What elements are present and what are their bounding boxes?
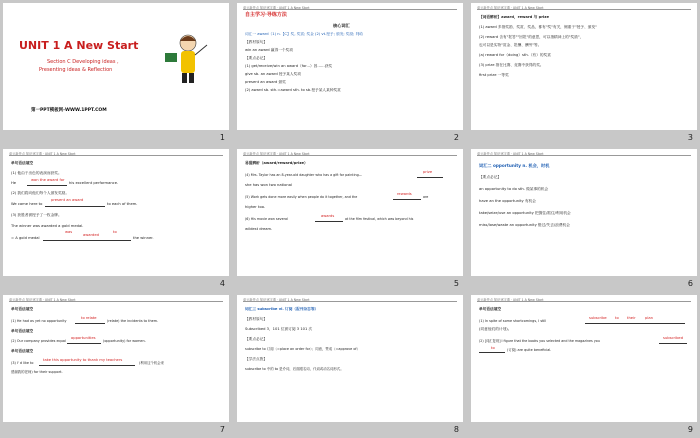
- answer-text: was: [65, 230, 73, 234]
- text-line: (利用这个机会来: [139, 361, 165, 365]
- vocab-definition: 词汇一 award（1) n.【C】奖, 奖赏; 奖金 (2) vt.授予; 颁发; 奖励; 判给: [245, 32, 363, 36]
- fill-blank[interactable]: [67, 343, 101, 344]
- slide-header: 单元新考点 知识逐字通 · UNIT 1 A New Start: [243, 298, 310, 302]
- slide-thumb-9[interactable]: [471, 295, 697, 435]
- answer-text: to relate: [81, 316, 97, 320]
- answer-text: prize: [423, 170, 433, 174]
- header-divider: [477, 301, 691, 302]
- brand-footer: 第一PPT模板网-WWW.1PPT.COM: [31, 108, 107, 113]
- header-divider: [9, 155, 223, 156]
- slide-thumb-2[interactable]: [237, 3, 463, 143]
- answer-text: rewards: [397, 192, 412, 196]
- answer-text: opportunities: [71, 336, 96, 340]
- slide-thumb-8[interactable]: [237, 295, 463, 435]
- text-line: (2) 我们将向他们每个人颁发奖励。: [11, 191, 70, 195]
- text-line: to each of them.: [107, 202, 138, 206]
- text-line: take/seize/use an opportunity 把握住/抓住/利用机会: [479, 211, 571, 215]
- slide-number: 9: [687, 425, 693, 434]
- text-line: The winner was awarded a gold medal.: [11, 224, 84, 228]
- text-line: subscribe to 中的 to 是介词，后面跟名词、代词或动名词形式。: [245, 367, 344, 371]
- fill-blank[interactable]: [659, 343, 687, 344]
- header-divider: [243, 301, 457, 302]
- text-line: 感谢我的老师) for their support.: [11, 370, 63, 374]
- text-line: 【教材原句】: [245, 317, 268, 321]
- teacher-illustration-icon: [163, 31, 213, 86]
- header-divider: [243, 155, 457, 156]
- fill-blank[interactable]: [43, 240, 131, 241]
- text-line: higher too.: [245, 205, 266, 209]
- slide-thumb-5[interactable]: [237, 149, 463, 289]
- slide-thumb-1[interactable]: [3, 3, 229, 143]
- text-line: He: [11, 181, 17, 185]
- text-line: miss/lose/waste an opportunity 错过/失去/浪费机会: [479, 223, 570, 227]
- slide-thumb-7[interactable]: [3, 295, 229, 435]
- slide-subtitle-line1: Section C Developing ideas ,: [47, 59, 119, 65]
- text-line: (a) reward for（doing）sth.（有）的奖赏: [479, 53, 551, 57]
- slide-header: 单元新考点 知识逐字通 · UNIT 1 A New Start: [243, 6, 310, 10]
- text-line: 易混辨析（award/reward/prize）: [245, 161, 308, 165]
- slide-1[interactable]: [3, 3, 229, 130]
- header-divider: [477, 9, 691, 10]
- slide-number: 5: [453, 279, 459, 288]
- fill-blank[interactable]: [315, 221, 343, 222]
- text-line: 【词语辨析】award，reward 与 prize: [479, 15, 549, 19]
- text-line: 【学法点拨】: [245, 357, 268, 361]
- slide-8[interactable]: [237, 295, 463, 422]
- text-line: at the film festival, which was beyond his: [345, 217, 414, 221]
- text-line: win an award 赢得一个奖项: [245, 48, 293, 52]
- slide-number: 1: [219, 133, 225, 142]
- text-line: (3) I' d like to: [11, 361, 34, 365]
- text-line: (2) award sb. sth.=award sth. to sb.授予某人某种奖赏: [245, 88, 341, 92]
- header-divider: [243, 9, 457, 10]
- text-line: (3) prize 指在比赛、竞赛中获得的奖。: [479, 63, 544, 67]
- text-line: (1) In spite of some shortcomings, I still: [479, 319, 547, 323]
- text-line: 也可以是实物"赏金、报酬、酬劳"等。: [479, 43, 542, 47]
- vocab-definition: 词汇三 subscribe vi. 订阅（报刊杂志等）: [245, 307, 319, 311]
- text-line: his excellent performance.: [69, 181, 119, 185]
- text-line: 【要点必记】: [479, 175, 502, 179]
- text-line: 单句语法填空: [11, 307, 34, 311]
- slide-header: 单元新考点 知识逐字通 · UNIT 1 A New Start: [477, 152, 544, 156]
- slide-6[interactable]: [471, 149, 697, 276]
- text-line: (2) Our company provides equal: [11, 339, 66, 343]
- answer-text: take this opportunity to thank my teachers: [43, 358, 123, 362]
- fill-blank[interactable]: [45, 206, 105, 207]
- vocab-definition: 词汇二 opportunity n. 机会，时机: [479, 163, 550, 168]
- slide-header: 单元新考点 知识逐字通 · UNIT 1 A New Start: [9, 152, 76, 156]
- fill-blank[interactable]: [585, 323, 685, 324]
- slide-number: 2: [453, 133, 459, 142]
- slide-number: 8: [453, 425, 459, 434]
- text-line: 单句语法填空: [11, 349, 34, 353]
- text-line: give sb. an award 授予某人奖项: [245, 72, 301, 76]
- text-line: Subscribed 3，101 位被订阅 3 101 次: [245, 327, 313, 331]
- fill-blank[interactable]: [479, 352, 505, 353]
- answer-text: present an award: [51, 198, 84, 202]
- text-line: (1) 他由于出色的表演而获奖。: [11, 171, 62, 175]
- text-line: 【要点必记】: [245, 56, 268, 60]
- header-divider: [9, 301, 223, 302]
- slide-title: UNIT 1 A New Start: [19, 39, 139, 52]
- text-line: (5) Work gets done more easily when people do it together, and the: [245, 195, 358, 199]
- answer-text: to: [615, 316, 619, 320]
- text-line: wildest dream.: [245, 227, 273, 231]
- text-line: (opportunity) for women.: [103, 339, 146, 343]
- slide-header: 单元新考点 知识逐字通 · UNIT 1 A New Start: [477, 298, 544, 302]
- answer-text: subscribe: [589, 316, 607, 320]
- text-line: (4) Mrs. Taylor has an 8-year-old daughter who has a gift for painting—: [245, 173, 362, 177]
- header-divider: [477, 155, 691, 156]
- text-line: (1) He had as yet no opportunity: [11, 319, 67, 323]
- answer-text: awards: [321, 214, 335, 218]
- slide-number: 4: [219, 279, 225, 288]
- text-line: (3) 获胜者被授予了一枚金牌。: [11, 213, 62, 217]
- text-line: the winner.: [133, 236, 154, 240]
- text-line: 【要点必记】: [245, 337, 268, 341]
- section-heading: 核心词汇: [333, 23, 350, 28]
- text-line: (1) award 多指奖励、奖赏、奖品，都有"奖"有关，侧重于"授予、颁发": [479, 25, 597, 29]
- text-line: first prize 一等奖: [479, 73, 509, 77]
- slide-thumb-3[interactable]: [471, 3, 697, 143]
- text-line: = A gold medal: [11, 236, 40, 240]
- text-line: (6) His movie won several: [245, 217, 288, 221]
- slide-number: 3: [687, 133, 693, 142]
- slide-header: 单元新考点 知识逐字通 · UNIT 1 A New Start: [477, 6, 544, 10]
- text-line: subscribe to 订阅（=place an order for）；同意，赞成（=approve of）: [245, 347, 361, 351]
- slide-header: 单元新考点 知识逐字通 · UNIT 1 A New Start: [9, 298, 76, 302]
- text-line: (订阅) are quite beneficial.: [507, 348, 552, 352]
- slide-5[interactable]: [237, 149, 463, 276]
- slide-grid: [3, 3, 697, 435]
- text-line: are: [423, 195, 429, 199]
- slide-thumb-4[interactable]: [3, 149, 229, 289]
- slide-9[interactable]: [471, 295, 697, 422]
- fill-blank[interactable]: [27, 185, 67, 186]
- text-line: she has won two national: [245, 183, 293, 187]
- answer-text: their: [627, 316, 636, 320]
- slide-thumb-6[interactable]: [471, 149, 697, 289]
- text-line: 单句语法填空: [11, 161, 34, 165]
- text-line: (relate) the incidents to them.: [107, 319, 159, 323]
- slide-7[interactable]: [3, 295, 229, 422]
- text-line: (2) [词汇复现] I figure that the books you selected and the magazines you: [479, 339, 600, 343]
- text-line: an opportunity to do sth. 做某事的机会: [479, 187, 549, 191]
- answer-text: to: [491, 346, 495, 350]
- fill-blank[interactable]: [75, 323, 105, 324]
- text-line: 单句语法填空: [479, 307, 502, 311]
- text-line: (同意他们的计划)。: [479, 327, 512, 331]
- text-line: have an the opportunity 有机会: [479, 199, 536, 203]
- section-label: 自主学习·导练方法: [245, 12, 287, 18]
- slide-2[interactable]: [237, 3, 463, 130]
- answer-text: won the award for: [31, 178, 65, 182]
- slide-number: 6: [687, 279, 693, 288]
- text-line: 单句语法填空: [11, 329, 34, 333]
- answer-text: plan: [645, 316, 653, 320]
- text-line: present an award 颁奖: [245, 80, 286, 84]
- text-line: We came here to: [11, 202, 43, 206]
- slide-4[interactable]: [3, 149, 229, 276]
- slide-header: 单元新考点 知识逐字通 · UNIT 1 A New Start: [243, 152, 310, 156]
- answer-text: subscribed: [663, 336, 684, 340]
- fill-blank[interactable]: [39, 365, 135, 366]
- text-line: 【教材原句】: [245, 40, 268, 44]
- slide-subtitle-line2: Presenting ideas & Reflection: [39, 67, 113, 73]
- text-line: (2) reward 含有"报答""回报"的意思，可以指精神上的"奖励"，: [479, 35, 584, 39]
- answer-text: awarded: [83, 233, 99, 237]
- slide-3[interactable]: [471, 3, 697, 130]
- text-line: (1) get/receive/win an award（for...）因……获奖: [245, 64, 333, 68]
- fill-blank[interactable]: [417, 177, 443, 178]
- slide-number: 7: [219, 425, 225, 434]
- fill-blank[interactable]: [393, 199, 421, 200]
- answer-text: to: [113, 230, 117, 234]
